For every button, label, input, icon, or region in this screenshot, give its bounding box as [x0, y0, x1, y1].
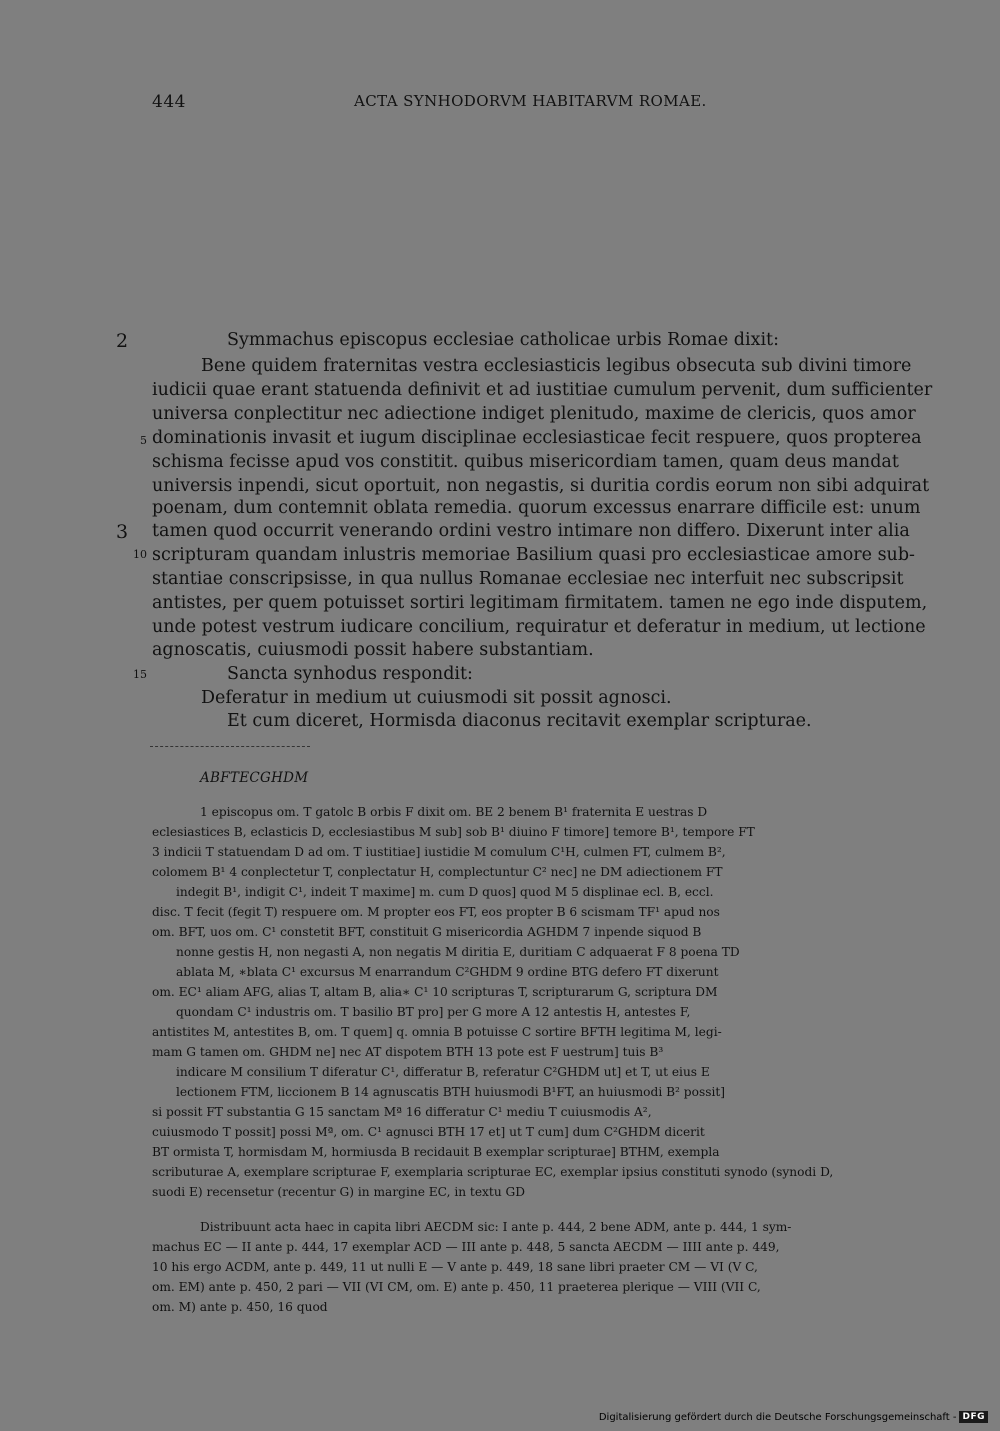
line-number: 5 — [140, 434, 147, 447]
apparatus-line: suodi E) recensetur (recentur G) in margine EC, in textu GD — [152, 1185, 526, 1199]
apparatus-line: nonne gestis H, non negasti A, non negatis M diritia E, duritiam C adquaerat F 8 poena TD — [176, 945, 740, 959]
apparatus-line: BT ormista T, hormisdam M, hormiusda B recidauit B exemplar scripturae] BTHM, exempla — [152, 1145, 720, 1159]
text-line: antistes, per quem potuisset sortiri legitimam firmitatem. tamen ne ego inde disputem, — [152, 593, 928, 613]
running-title: ACTA SYNHODORVM HABITARVM ROMAE. — [354, 92, 707, 110]
apparatus-line: indicare M consilium T diferatur C¹, differatur B, referatur C²GHDM ut] et T, ut eius E — [176, 1065, 710, 1079]
chapter-number: 2 — [116, 330, 129, 352]
text-line: Symmachus episcopus ecclesiae catholicae urbis Romae dixit: — [227, 330, 779, 350]
text-line: universis inpendi, sicut oportuit, non negastis, si duritia cordis eorum non sibi adquirat — [152, 476, 930, 496]
text-line: iudicii quae erant statuenda definivit et ad iustitiae cumulum pervenit, dum sufficienter — [152, 380, 933, 400]
apparatus-line: 3 indicii T statuendam D ad om. T iustitiae] iustidie M comulum C¹H, culmen FT, culmem B², — [152, 845, 726, 859]
text-line: schisma fecisse apud vos constitit. quibus misericordiam tamen, quam deus mandat — [152, 452, 899, 472]
apparatus-line: si possit FT substantia G 15 sanctam Mª 16 differatur C¹ mediu T cuiusmodis A², — [152, 1105, 652, 1119]
dfg-logo: DFG — [959, 1411, 988, 1423]
apparatus-line: indegit B¹, indigit C¹, indeit T maxime] m. cum D quos] quod M 5 displinae ecl. B, eccl. — [176, 885, 714, 899]
apparatus-line: om. BFT, uos om. C¹ constetit BFT, constituit G misericordia AGHDM 7 inpende siquod B — [152, 925, 702, 939]
text-line: universa conplectitur nec adiectione indiget plenitudo, maxime de clericis, quos amor — [152, 404, 916, 424]
note-line: Distribuunt acta haec in capita libri AECDM sic: I ante p. 444, 2 bene ADM, ante p. 444, 1 sym- — [200, 1220, 792, 1234]
text-line: Bene quidem fraternitas vestra ecclesiasticis legibus obsecuta sub divini timore — [201, 356, 912, 376]
apparatus-line: 1 episcopus om. T gatolc B orbis F dixit om. BE 2 benem B¹ fraternita E uestras D — [200, 805, 708, 819]
line-number: 15 — [133, 668, 147, 681]
page-number: 444 — [152, 92, 186, 112]
separator-rule — [150, 746, 310, 747]
text-line: tamen quod occurrit venerando ordini vestro intimare non differo. Dixerunt inter alia — [152, 521, 910, 541]
apparatus-line: mam G tamen om. GHDM ne] nec AT dispotem BTH 13 pote est F uestrum] tuis B³ — [152, 1045, 664, 1059]
note-line: om. EM) ante p. 450, 2 pari — VII (VI CM, om. E) ante p. 450, 11 praeterea plerique — VIII (VII C, — [152, 1280, 761, 1294]
note-line: om. M) ante p. 450, 16 quod — [152, 1300, 328, 1314]
note-line: 10 his ergo ACDM, ante p. 449, 11 ut nulli E — V ante p. 449, 18 sane libri praeter CM — VI (V C, — [152, 1260, 758, 1274]
apparatus-line: ablata M, ∗blata C¹ excursus M enarrandum C²GHDM 9 ordine BTG defero FT dixerunt — [176, 965, 719, 979]
footer-text: Digitalisierung gefördert durch die Deutsche Forschungsgemeinschaft - — [598, 1411, 957, 1423]
text-line: agnoscatis, cuiusmodi possit habere substantiam. — [152, 640, 594, 660]
text-line: unde potest vestrum iudicare concilium, requiratur et deferatur in medium, ut lectione — [152, 617, 926, 637]
apparatus-line: colomem B¹ 4 conplectetur T, conplectatur H, complectuntur C² nec] ne DM adiectionem FT — [152, 865, 723, 879]
apparatus-line: quondam C¹ industris om. T basilio BT pro] per G more A 12 antestis H, antestes F, — [176, 1005, 691, 1019]
text-line: stantiae conscripsisse, in qua nullus Romanae ecclesiae nec interfuit nec subscripsit — [152, 569, 904, 589]
text-line: dominationis invasit et iugum disciplinae ecclesiasticae fecit respuere, quos propterea — [152, 428, 922, 448]
apparatus-line: om. EC¹ aliam AFG, alias T, altam B, alia∗ C¹ 10 scripturas T, scripturarum G, scriptura DM — [152, 985, 718, 999]
text-line: Sancta synhodus respondit: — [227, 664, 473, 684]
apparatus-line: disc. T fecit (fegit T) respuere om. M propter eos FT, eos propter B 6 scismam TF¹ apud nos — [152, 905, 720, 919]
text-line: Deferatur in medium ut cuiusmodi sit possit agnosci. — [201, 688, 672, 708]
note-line: machus EC — II ante p. 444, 17 exemplar ACD — III ante p. 448, 5 sancta AECDM — IIII ante p. 449, — [152, 1240, 780, 1254]
manuscript-sigla: ABFTECGHDM — [200, 770, 309, 786]
apparatus-line: cuiusmodo T possit] possi Mª, om. C¹ agnusci BTH 17 et] ut T cum] dum C²GHDM dicerit — [152, 1125, 705, 1139]
apparatus-line: antistites M, antestites B, om. T quem] q. omnia B potuisse C sortire BFTH legitima M, legi- — [152, 1025, 722, 1039]
apparatus-line: lectionem FTM, liccionem B 14 agnuscatis BTH huiusmodi B¹FT, an huiusmodi B² possit] — [176, 1085, 726, 1099]
line-number: 10 — [133, 548, 147, 561]
apparatus-line: scributurae A, exemplare scripturae F, exemplaria scripturae EC, exemplar ipsius constituti synodo (synodi D, — [152, 1165, 834, 1179]
funding-footer — [599, 1411, 988, 1423]
text-line: scripturam quandam inlustris memoriae Basilium quasi pro ecclesiasticae amore sub- — [152, 545, 915, 565]
chapter-number: 3 — [116, 521, 129, 543]
text-line: poenam, dum contemnit oblata remedia. quorum excessus enarrare difficile est: unum — [152, 498, 921, 518]
apparatus-line: eclesiastices B, eclasticis D, ecclesiastibus M sub] sob B¹ diuino F timore] temore B¹, tempore FT — [152, 825, 755, 839]
text-line: Et cum diceret, Hormisda diaconus recitavit exemplar scripturae. — [227, 711, 812, 731]
